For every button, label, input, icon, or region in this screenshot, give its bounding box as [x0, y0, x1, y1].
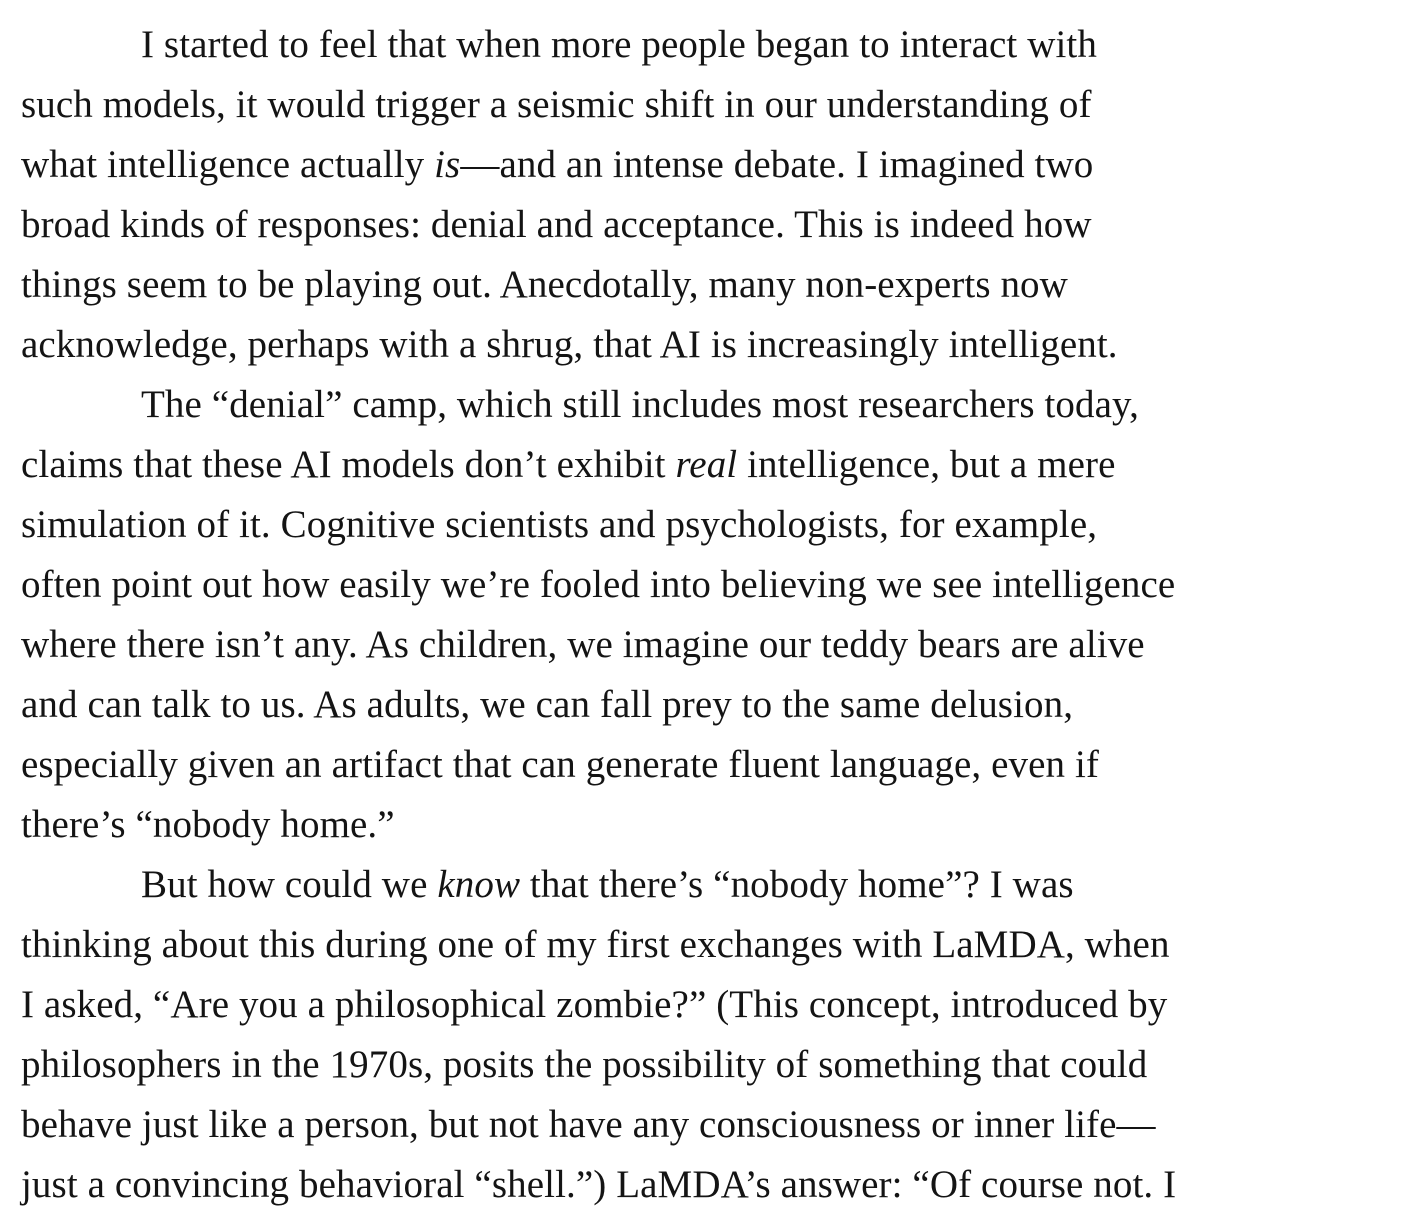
text-segment: especially given an artifact that can generate fluent language, even if — [21, 743, 1099, 786]
emphasized-text: real — [675, 443, 738, 486]
text-line — [21, 135, 1401, 195]
text-line — [21, 735, 1401, 795]
paragraph-3 — [21, 855, 1401, 1215]
text-line — [21, 375, 1401, 435]
text-segment: philosophers in the 1970s, posits the possibility of something that could — [21, 1043, 1148, 1086]
document-body — [21, 15, 1401, 1215]
text-segment: what intelligence actually — [21, 143, 435, 186]
text-segment: But how could we — [141, 863, 438, 906]
text-line — [21, 1035, 1401, 1095]
emphasized-text: know — [437, 863, 521, 906]
text-segment: that there’s “nobody home”? I was — [520, 863, 1074, 906]
text-line — [21, 1095, 1401, 1155]
text-line — [21, 75, 1401, 135]
text-line — [21, 15, 1401, 75]
text-line — [21, 555, 1401, 615]
paragraph-2 — [21, 375, 1401, 855]
text-segment: and can talk to us. As adults, we can fall prey to the same delusion, — [21, 683, 1074, 726]
text-segment: —and an intense debate. I imagined two — [460, 143, 1094, 186]
text-line — [21, 795, 1401, 855]
text-segment: where there isn’t any. As children, we imagine our teddy bears are alive — [21, 623, 1145, 666]
text-line — [21, 315, 1401, 375]
text-line — [21, 495, 1401, 555]
text-segment: there’s “nobody home.” — [21, 803, 395, 846]
text-segment: I asked, “Are you a philosophical zombie?” (This concept, introduced by — [21, 983, 1168, 1026]
text-line — [21, 195, 1401, 255]
text-segment: intelligence, but a mere — [737, 443, 1116, 486]
text-line — [21, 615, 1401, 675]
text-segment: broad kinds of responses: denial and acceptance. This is indeed how — [21, 203, 1092, 246]
text-segment: such models, it would trigger a seismic shift in our understanding of — [21, 83, 1092, 126]
text-segment: behave just like a person, but not have any consciousness or inner life— — [21, 1103, 1156, 1146]
text-line — [21, 855, 1401, 915]
text-line — [21, 255, 1401, 315]
text-line — [21, 915, 1401, 975]
text-segment: often point out how easily we’re fooled into believing we see intelligence — [21, 563, 1176, 606]
text-segment: The “denial” camp, which still includes most researchers today, — [141, 383, 1139, 426]
text-segment: acknowledge, perhaps with a shrug, that AI is increasingly intelligent. — [21, 323, 1118, 366]
text-line — [21, 675, 1401, 735]
text-line — [21, 435, 1401, 495]
paragraph-1 — [21, 15, 1401, 375]
text-segment: thinking about this during one of my first exchanges with LaMDA, when — [21, 923, 1170, 966]
emphasized-text: is — [434, 143, 461, 186]
text-segment: claims that these AI models don’t exhibit — [21, 443, 676, 486]
text-segment: things seem to be playing out. Anecdotally, many non-experts now — [21, 263, 1068, 306]
text-line — [21, 1155, 1401, 1215]
text-segment: just a convincing behavioral “shell.”) LaMDA’s answer: “Of course not. I — [21, 1163, 1177, 1206]
text-line — [21, 975, 1401, 1035]
text-segment: I started to feel that when more people began to interact with — [141, 23, 1097, 66]
text-segment: simulation of it. Cognitive scientists and psychologists, for example, — [21, 503, 1098, 546]
